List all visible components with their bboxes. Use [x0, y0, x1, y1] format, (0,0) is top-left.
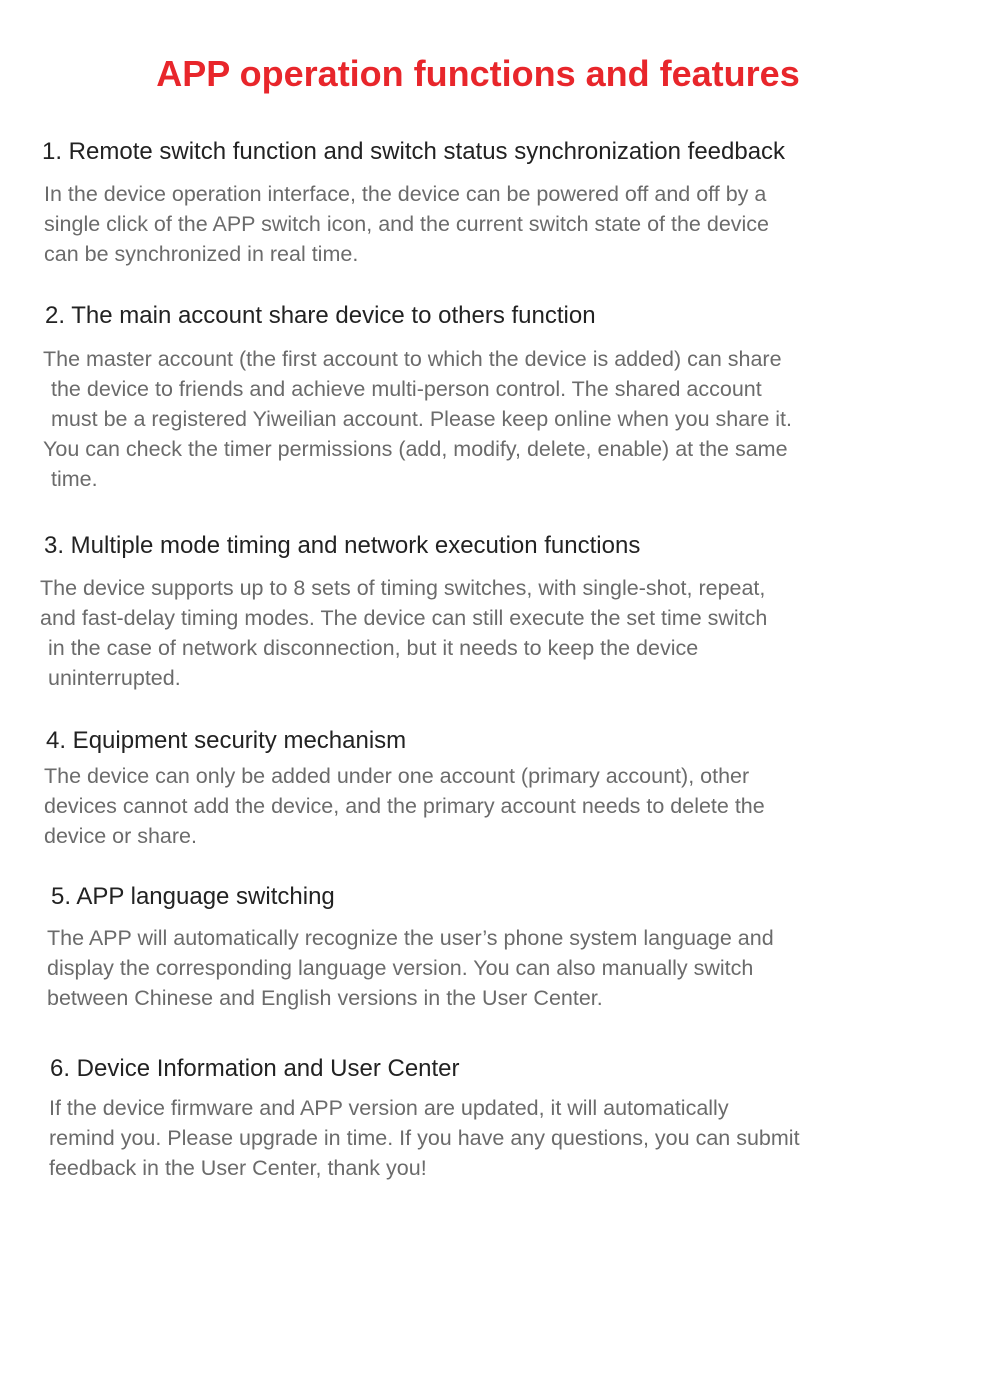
body-line: can be synchronized in real time.	[44, 242, 359, 266]
page-title: APP operation functions and features	[156, 53, 800, 94]
section-heading: 3. Multiple mode timing and network execution functions	[44, 532, 641, 559]
section-timing-modes	[40, 531, 944, 693]
section-body	[49, 1093, 950, 1183]
section-heading: 6. Device Information and User Center	[50, 1055, 460, 1082]
section-language	[47, 882, 951, 1013]
section-heading: 5. APP language switching	[51, 883, 335, 910]
section-body	[43, 344, 945, 494]
section-user-center	[50, 1054, 950, 1183]
section-heading: 4. Equipment security mechanism	[46, 727, 407, 754]
body-line: The device can only be added under one account (primary account), other	[44, 764, 750, 788]
body-line: devices cannot add the device, and the primary account needs to delete the	[44, 794, 765, 818]
body-line: single click of the APP switch icon, and the current switch state of the device	[44, 212, 770, 236]
body-line: the device to friends and achieve multi-person control. The shared account	[51, 377, 762, 401]
body-line: If the device firmware and APP version are updated, it will automatically	[49, 1096, 729, 1120]
body-line: must be a registered Yiweilian account. Please keep online when you share it.	[51, 407, 792, 431]
section-heading: 2. The main account share device to others function	[45, 302, 596, 329]
section-security	[46, 726, 946, 851]
body-line: between Chinese and English versions in the User Center.	[47, 986, 603, 1010]
body-line: remind you. Please upgrade in time. If you have any questions, you can submit	[49, 1126, 800, 1150]
body-line: You can check the timer permissions (add, modify, delete, enable) at the same	[43, 437, 788, 461]
section-body	[40, 573, 944, 693]
section-body	[47, 923, 951, 1013]
section-account-share	[45, 301, 945, 494]
body-line: The device supports up to 8 sets of timing switches, with single-shot, repeat,	[40, 576, 766, 600]
section-remote-switch	[42, 137, 942, 269]
body-line: feedback in the User Center, thank you!	[49, 1156, 427, 1180]
body-line: display the corresponding language version. You can also manually switch	[47, 956, 754, 980]
section-heading: 1. Remote switch function and switch status synchronization feedback	[42, 138, 786, 165]
body-line: in the case of network disconnection, but it needs to keep the device	[48, 636, 699, 660]
section-body	[42, 179, 942, 269]
body-line: time.	[51, 467, 98, 491]
section-body	[44, 761, 946, 851]
body-line: In the device operation interface, the device can be powered off and off by a	[44, 182, 767, 206]
body-line: uninterrupted.	[48, 666, 181, 690]
body-line: device or share.	[44, 824, 197, 848]
body-line: The APP will automatically recognize the user’s phone system language and	[47, 926, 774, 950]
body-line: The master account (the first account to which the device is added) can share	[43, 347, 782, 371]
body-line: and fast-delay timing modes. The device can still execute the set time switch	[40, 606, 768, 630]
